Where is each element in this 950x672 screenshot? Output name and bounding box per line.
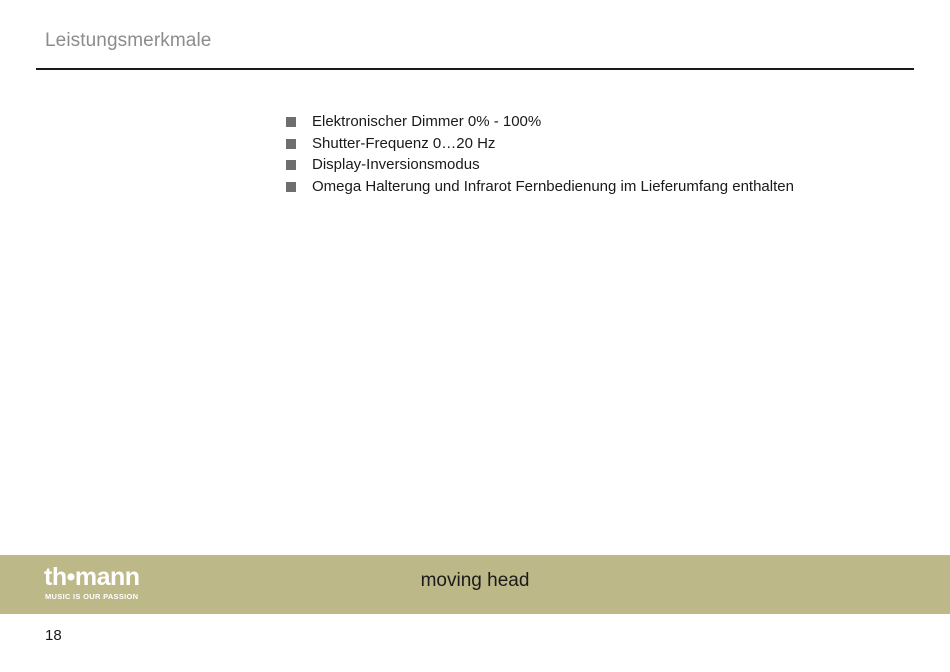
brand-wordmark: th•mann	[44, 563, 140, 591]
header-title: Leistungsmerkmale	[45, 30, 212, 51]
feature-text: Display-Inversionsmodus	[312, 156, 480, 173]
header-divider	[36, 68, 914, 70]
list-item	[286, 176, 794, 198]
square-bullet-icon	[286, 117, 296, 127]
square-bullet-icon	[286, 139, 296, 149]
feature-list	[286, 111, 794, 197]
feature-text: Elektronischer Dimmer 0% - 100%	[312, 113, 542, 130]
square-bullet-icon	[286, 160, 296, 170]
brand-tagline: MUSIC IS OUR PASSION	[45, 592, 139, 601]
list-item	[286, 133, 794, 155]
list-item	[286, 111, 794, 133]
square-bullet-icon	[286, 182, 296, 192]
feature-text: Omega Halterung und Infrarot Fernbedienung im Lieferumfang enthalten	[312, 177, 794, 195]
list-item	[286, 154, 794, 176]
footer-product-name: moving head	[420, 570, 530, 591]
feature-text: Shutter-Frequenz 0…20 Hz	[312, 134, 496, 152]
page-number: 18	[45, 627, 62, 644]
